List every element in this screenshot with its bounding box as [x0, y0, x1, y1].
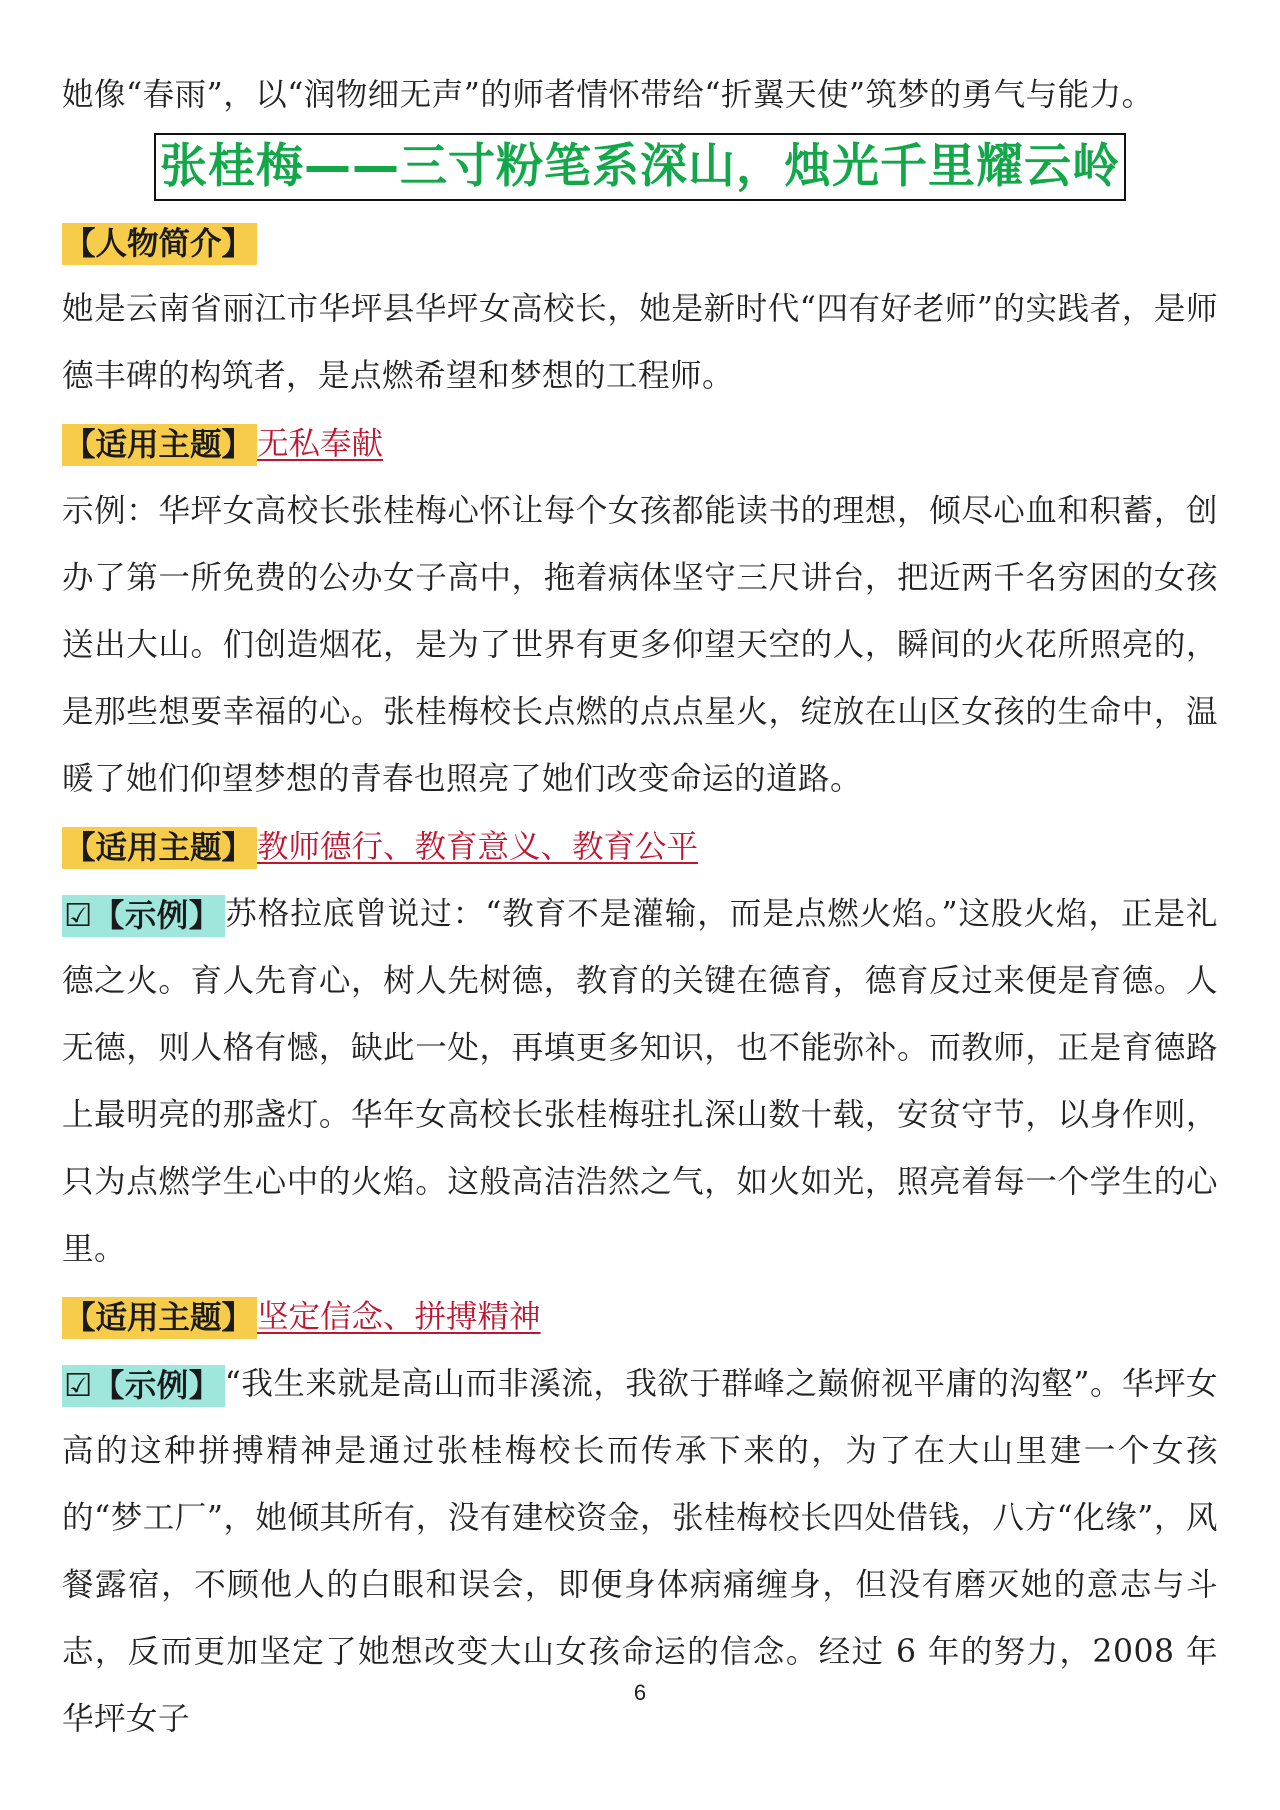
section-3-label: 【适用主题】: [62, 1297, 257, 1339]
profile-heading: [62, 209, 1218, 276]
section-3-example-label: ☑【示例】: [62, 1365, 225, 1407]
section-2-label: 【适用主题】: [62, 827, 257, 869]
section-2-paragraph: [62, 881, 1218, 1283]
section-3-topic: 坚定信念、拼搏精神: [257, 1299, 541, 1335]
section-2-heading: [62, 813, 1218, 881]
section-2-topic: 教师德行、教育意义、教育公平: [257, 829, 699, 865]
section-1-heading: [62, 410, 1218, 478]
page-number: 6: [633, 1680, 647, 1705]
section-1-paragraph: 示例：华坪女高校长张桂梅心怀让每个女孩都能读书的理想，倾尽心血和积蓄，创办了第一所免费的公办女子高中，拖着病体坚守三尺讲台，把近两千名穷困的女孩送出大山。们创造烟花，是为了世界有更多仰望天空的人，瞬间的火花所照亮的，是那些想要幸福的心。张桂梅校长点燃的点点星火，绽放在山区女孩的生命中，温暖了她们仰望梦想的青春也照亮了她们改变命运的道路。: [62, 493, 1218, 797]
section-3-text: “我生来就是高山而非溪流，我欲于群峰之巅俯视平庸的沟壑”。华坪女高的这种拼搏精神是通过张桂梅校长而传承下来的，为了在大山里建一个女孩的“梦工厂”，她倾其所有，没有建校资金，张桂梅校长四处借钱，八方“化缘”，风餐露宿，不顾他人的白眼和误会，即便身体病痛缠身，但没有磨灭她的意志与斗志，反而更加坚定了她想改变大山女孩命运的信念。经过 6 年的努力，2008 年华坪女子: [62, 1366, 1218, 1737]
section-1-topic: 无私奉献: [257, 426, 384, 462]
document-page: [62, 62, 1218, 1753]
profile-paragraph: 她是云南省丽江市华坪县华坪女高校长，她是新时代“四有好老师”的实践者，是师德丰碑的构筑者，是点燃希望和梦想的工程师。: [62, 291, 1218, 394]
section-1-label: 【适用主题】: [62, 424, 257, 466]
intro-paragraph: 她像“春雨”，以“润物细无声”的师者情怀带给“折翼天使”筑梦的勇气与能力。: [62, 77, 1154, 113]
title-wrapper: [62, 133, 1218, 201]
section-3-heading: [62, 1283, 1218, 1351]
section-2-text: 苏格拉底曾说过：“教育不是灌输，而是点燃火焰。”这股火焰，正是礼德之火。育人先育心，树人先树德，教育的关键在德育，德育反过来便是育德。人无德，则人格有憾，缺此一处，再填更多知识，也不能弥补。而教师，正是育德路上最明亮的那盏灯。华年女高校长张桂梅驻扎深山数十载，安贫守节，以身作则，只为点燃学生心中的火焰。这般高洁浩然之气，如火如光，照亮着每一个学生的心里。: [62, 896, 1218, 1267]
section-2-example-label: ☑【示例】: [62, 895, 225, 937]
page-title: 张桂梅——三寸粉笔系深山，烛光千里耀云岭: [154, 133, 1126, 201]
profile-label: 【人物简介】: [62, 223, 257, 265]
